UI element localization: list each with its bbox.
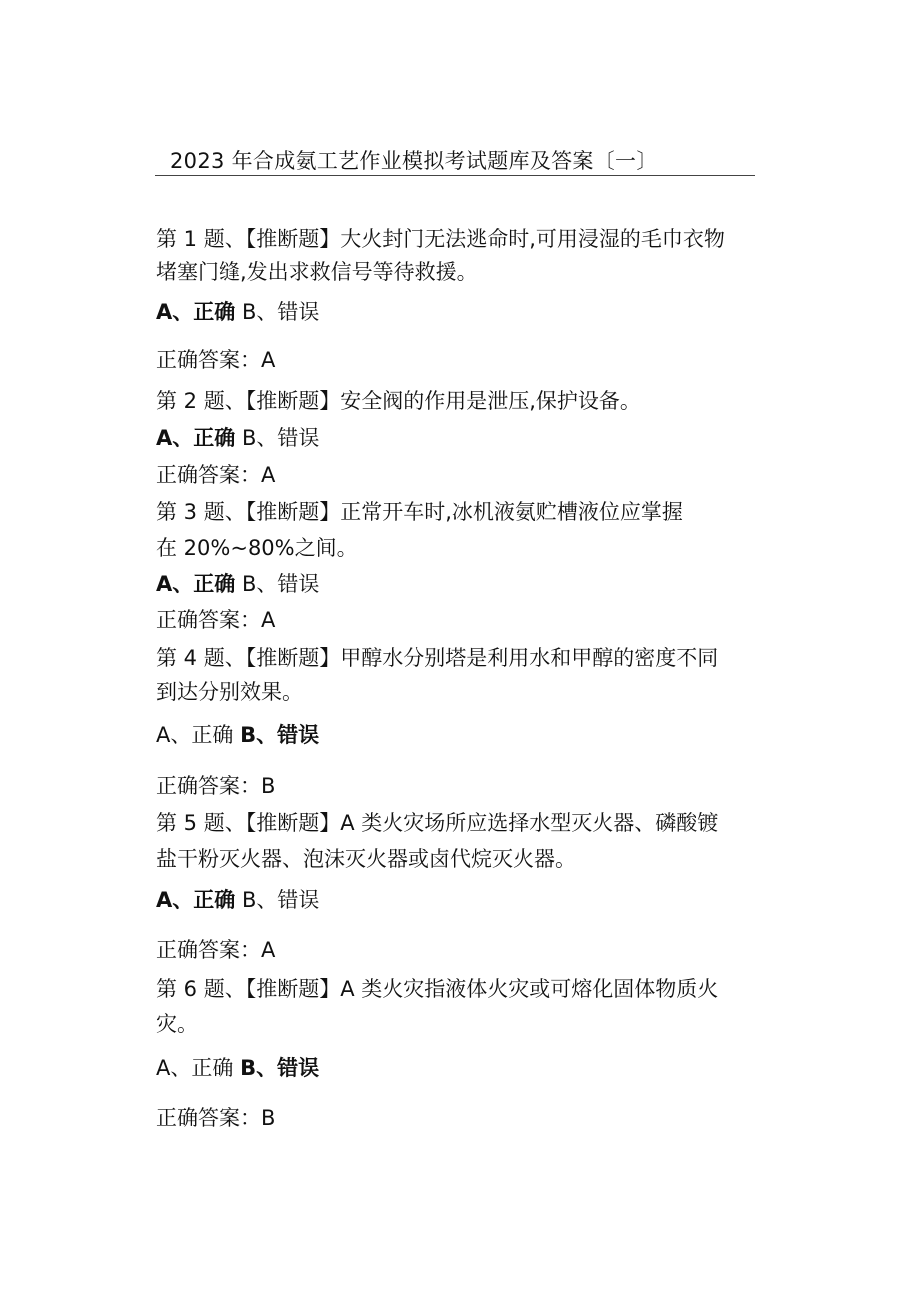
question-6-option-a: A、正确	[156, 1056, 234, 1080]
question-4-options	[156, 721, 319, 749]
question-3-text-line-1: 第 3 题、【推断题】正常开车时,冰机液氨贮槽液位应掌握	[156, 500, 683, 524]
question-3-option-b: B、错误	[241, 572, 320, 596]
question-2-option-a: A、正确	[156, 426, 236, 450]
question-6-options	[156, 1054, 319, 1082]
question-1-text-line-1: 第 1 题、【推断题】大火封门无法逃命时,可用浸湿的毛巾衣物	[156, 227, 725, 251]
question-3-answer: 正确答案：A	[156, 608, 276, 632]
question-5-option-a: A、正确	[156, 888, 236, 912]
question-4-text-line-1: 第 4 题、【推断题】甲醇水分别塔是利用水和甲醇的密度不同	[156, 646, 719, 670]
question-1-text-line-2: 堵塞门缝,发出求救信号等待救援。	[156, 260, 478, 284]
title-underline	[155, 175, 755, 176]
question-5-text-line-2: 盐干粉灭火器、泡沫灭火器或卤代烷灭火器。	[156, 847, 576, 871]
question-1-option-b: B、错误	[241, 300, 320, 324]
question-3-options	[156, 570, 319, 598]
question-3-option-a: A、正确	[156, 572, 236, 596]
question-5-option-b: B、错误	[241, 888, 320, 912]
question-5-answer: 正确答案：A	[156, 938, 276, 962]
question-2-option-b: B、错误	[241, 426, 320, 450]
question-4-option-b: B、错误	[240, 723, 320, 747]
question-4-option-a: A、正确	[156, 723, 234, 747]
question-4-answer: 正确答案：B	[156, 774, 276, 798]
question-4-text-line-2: 到达分别效果。	[156, 680, 303, 704]
question-2-answer: 正确答案：A	[156, 463, 276, 487]
question-2-options	[156, 424, 319, 452]
question-1-option-a: A、正确	[156, 300, 236, 324]
question-6-text-line-2: 灾。	[156, 1012, 198, 1036]
question-5-options	[156, 886, 319, 914]
question-6-answer: 正确答案：B	[156, 1106, 276, 1130]
question-6-option-b: B、错误	[240, 1056, 320, 1080]
question-1-options	[156, 298, 319, 326]
document-title: 2023 年合成氨工艺作业模拟考试题库及答案〔一〕	[170, 149, 658, 173]
question-6-text-line-1: 第 6 题、【推断题】A 类火灾指液体火灾或可熔化固体物质火	[156, 977, 719, 1001]
question-5-text-line-1: 第 5 题、【推断题】A 类火灾场所应选择水型灭火器、磷酸镀	[156, 811, 719, 835]
question-2-text-line-1: 第 2 题、【推断题】安全阀的作用是泄压,保护设备。	[156, 389, 641, 413]
question-3-text-line-2: 在 20%~80%之间。	[156, 536, 358, 560]
question-1-answer: 正确答案：A	[156, 348, 276, 372]
